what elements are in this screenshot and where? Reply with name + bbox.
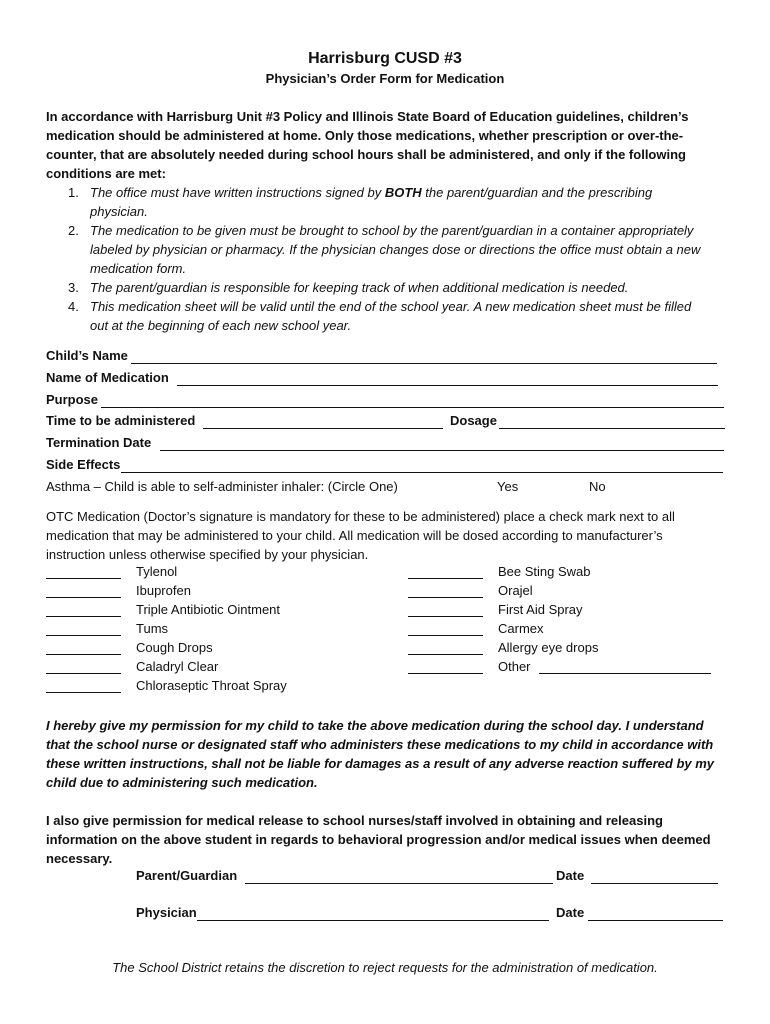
otc-check-blank[interactable] (46, 654, 121, 655)
condition-text: The parent/guardian is responsible for keeping track of when additional medication is needed. (90, 280, 629, 295)
purpose-label: Purpose (46, 392, 99, 407)
otc-item-chloraseptic: Chloraseptic Throat Spray (136, 678, 287, 693)
otc-item-other: Other (498, 659, 531, 674)
child-name-field[interactable] (131, 363, 717, 364)
otc-item-tums: Tums (136, 621, 169, 636)
otc-item-bee-sting: Bee Sting Swab (498, 564, 591, 579)
otc-check-blank[interactable] (408, 635, 483, 636)
otc-item-ibuprofen: Ibuprofen (136, 583, 191, 598)
condition-text: the parent/guardian and the prescribing physician. (90, 185, 653, 219)
otc-check-blank[interactable] (46, 692, 121, 693)
termination-field[interactable] (160, 450, 724, 451)
child-name-label: Child’s Name (46, 348, 128, 363)
intro-paragraph: In accordance with Harrisburg Unit #3 Policy and Illinois State Board of Education guidelines, children’s medication should be administered at home. Only those medications, whether prescription or over-the-counter, that are absolutely needed during school hours shall be administered, and only if the following conditions are met: (46, 109, 689, 181)
condition-text: The office must have written instructions signed by (90, 185, 385, 200)
page-title: Harrisburg CUSD #3 (308, 50, 462, 67)
permission-statement: I hereby give my permission for my child to take the above medication during the school day. I understand that the school nurse or designated staff who administers these medications to my child in accordance with these written instructions, shall not be liable for damages as a result of any adverse reaction suffered by my child due to administering such medication. (46, 718, 715, 790)
condition-number: 4. (68, 299, 79, 314)
otc-instructions: OTC Medication (Doctor’s signature is mandatory for these to be administered) place a check mark next to all medication that may be administered to your child. All medication will be dosed according to manufacturer’s instruction unless otherwise specified by your physician. (46, 509, 675, 562)
physician-signature-label: Physician (136, 905, 197, 920)
otc-item-carmex: Carmex (498, 621, 544, 636)
parent-signature-field[interactable] (245, 883, 553, 884)
otc-item-antibiotic: Triple Antibiotic Ointment (136, 602, 281, 617)
purpose-field[interactable] (101, 407, 724, 408)
dosage-field[interactable] (499, 428, 725, 429)
physician-date-label: Date (556, 905, 585, 920)
otc-check-blank[interactable] (46, 673, 121, 674)
otc-item-orajel: Orajel (498, 583, 533, 598)
condition-number: 3. (68, 280, 79, 295)
condition-number: 1. (68, 185, 79, 200)
otc-item-cough-drops: Cough Drops (136, 640, 213, 655)
medication-label: Name of Medication (46, 370, 169, 385)
otc-check-blank[interactable] (408, 654, 483, 655)
otc-check-blank[interactable] (408, 673, 483, 674)
condition-text: This medication sheet will be valid until the end of the school year. A new medication sheet must be filled out at the beginning of each new school year. (90, 299, 692, 333)
otc-check-blank[interactable] (408, 578, 483, 579)
page-subtitle: Physician’s Order Form for Medication (265, 71, 505, 86)
asthma-no-option[interactable]: No (589, 479, 606, 494)
otc-item-first-aid: First Aid Spray (498, 602, 583, 617)
otc-check-blank[interactable] (46, 616, 121, 617)
physician-signature-field[interactable] (197, 920, 549, 921)
otc-item-caladryl: Caladryl Clear (136, 659, 219, 674)
otc-item-tylenol: Tylenol (136, 564, 178, 579)
time-label: Time to be administered (46, 413, 196, 428)
side-effects-field[interactable] (121, 472, 723, 473)
condition-text: The medication to be given must be brought to school by the parent/guardian in a container appropriately labeled by physician or pharmacy. If the physician changes dose or directions the office must obtain a new medication form. (90, 223, 701, 276)
condition-emphasis: BOTH (384, 185, 422, 200)
otc-check-blank[interactable] (46, 578, 121, 579)
otc-check-blank[interactable] (408, 597, 483, 598)
otc-item-allergy-drops: Allergy eye drops (498, 640, 599, 655)
dosage-label: Dosage (450, 413, 497, 428)
asthma-yes-option[interactable]: Yes (497, 479, 519, 494)
release-statement: I also give permission for medical release to school nurses/staff involved in obtaining and releasing information on the above student in regards to behavioral progression and/or medical issues when deemed necessary. (46, 813, 711, 866)
parent-date-field[interactable] (591, 883, 718, 884)
otc-check-blank[interactable] (46, 635, 121, 636)
parent-date-label: Date (556, 868, 585, 883)
other-medication-field[interactable] (539, 673, 711, 674)
footer-note: The School District retains the discretion to reject requests for the administration of medication. (112, 960, 658, 975)
termination-label: Termination Date (46, 435, 152, 450)
medication-field[interactable] (177, 385, 718, 386)
side-effects-label: Side Effects (46, 457, 121, 472)
physician-date-field[interactable] (588, 920, 723, 921)
otc-check-blank[interactable] (408, 616, 483, 617)
time-field[interactable] (203, 428, 443, 429)
parent-signature-label: Parent/Guardian (136, 868, 238, 883)
condition-number: 2. (68, 223, 79, 238)
otc-check-blank[interactable] (46, 597, 121, 598)
asthma-question: Asthma – Child is able to self-administer inhaler: (Circle One) (46, 479, 398, 494)
